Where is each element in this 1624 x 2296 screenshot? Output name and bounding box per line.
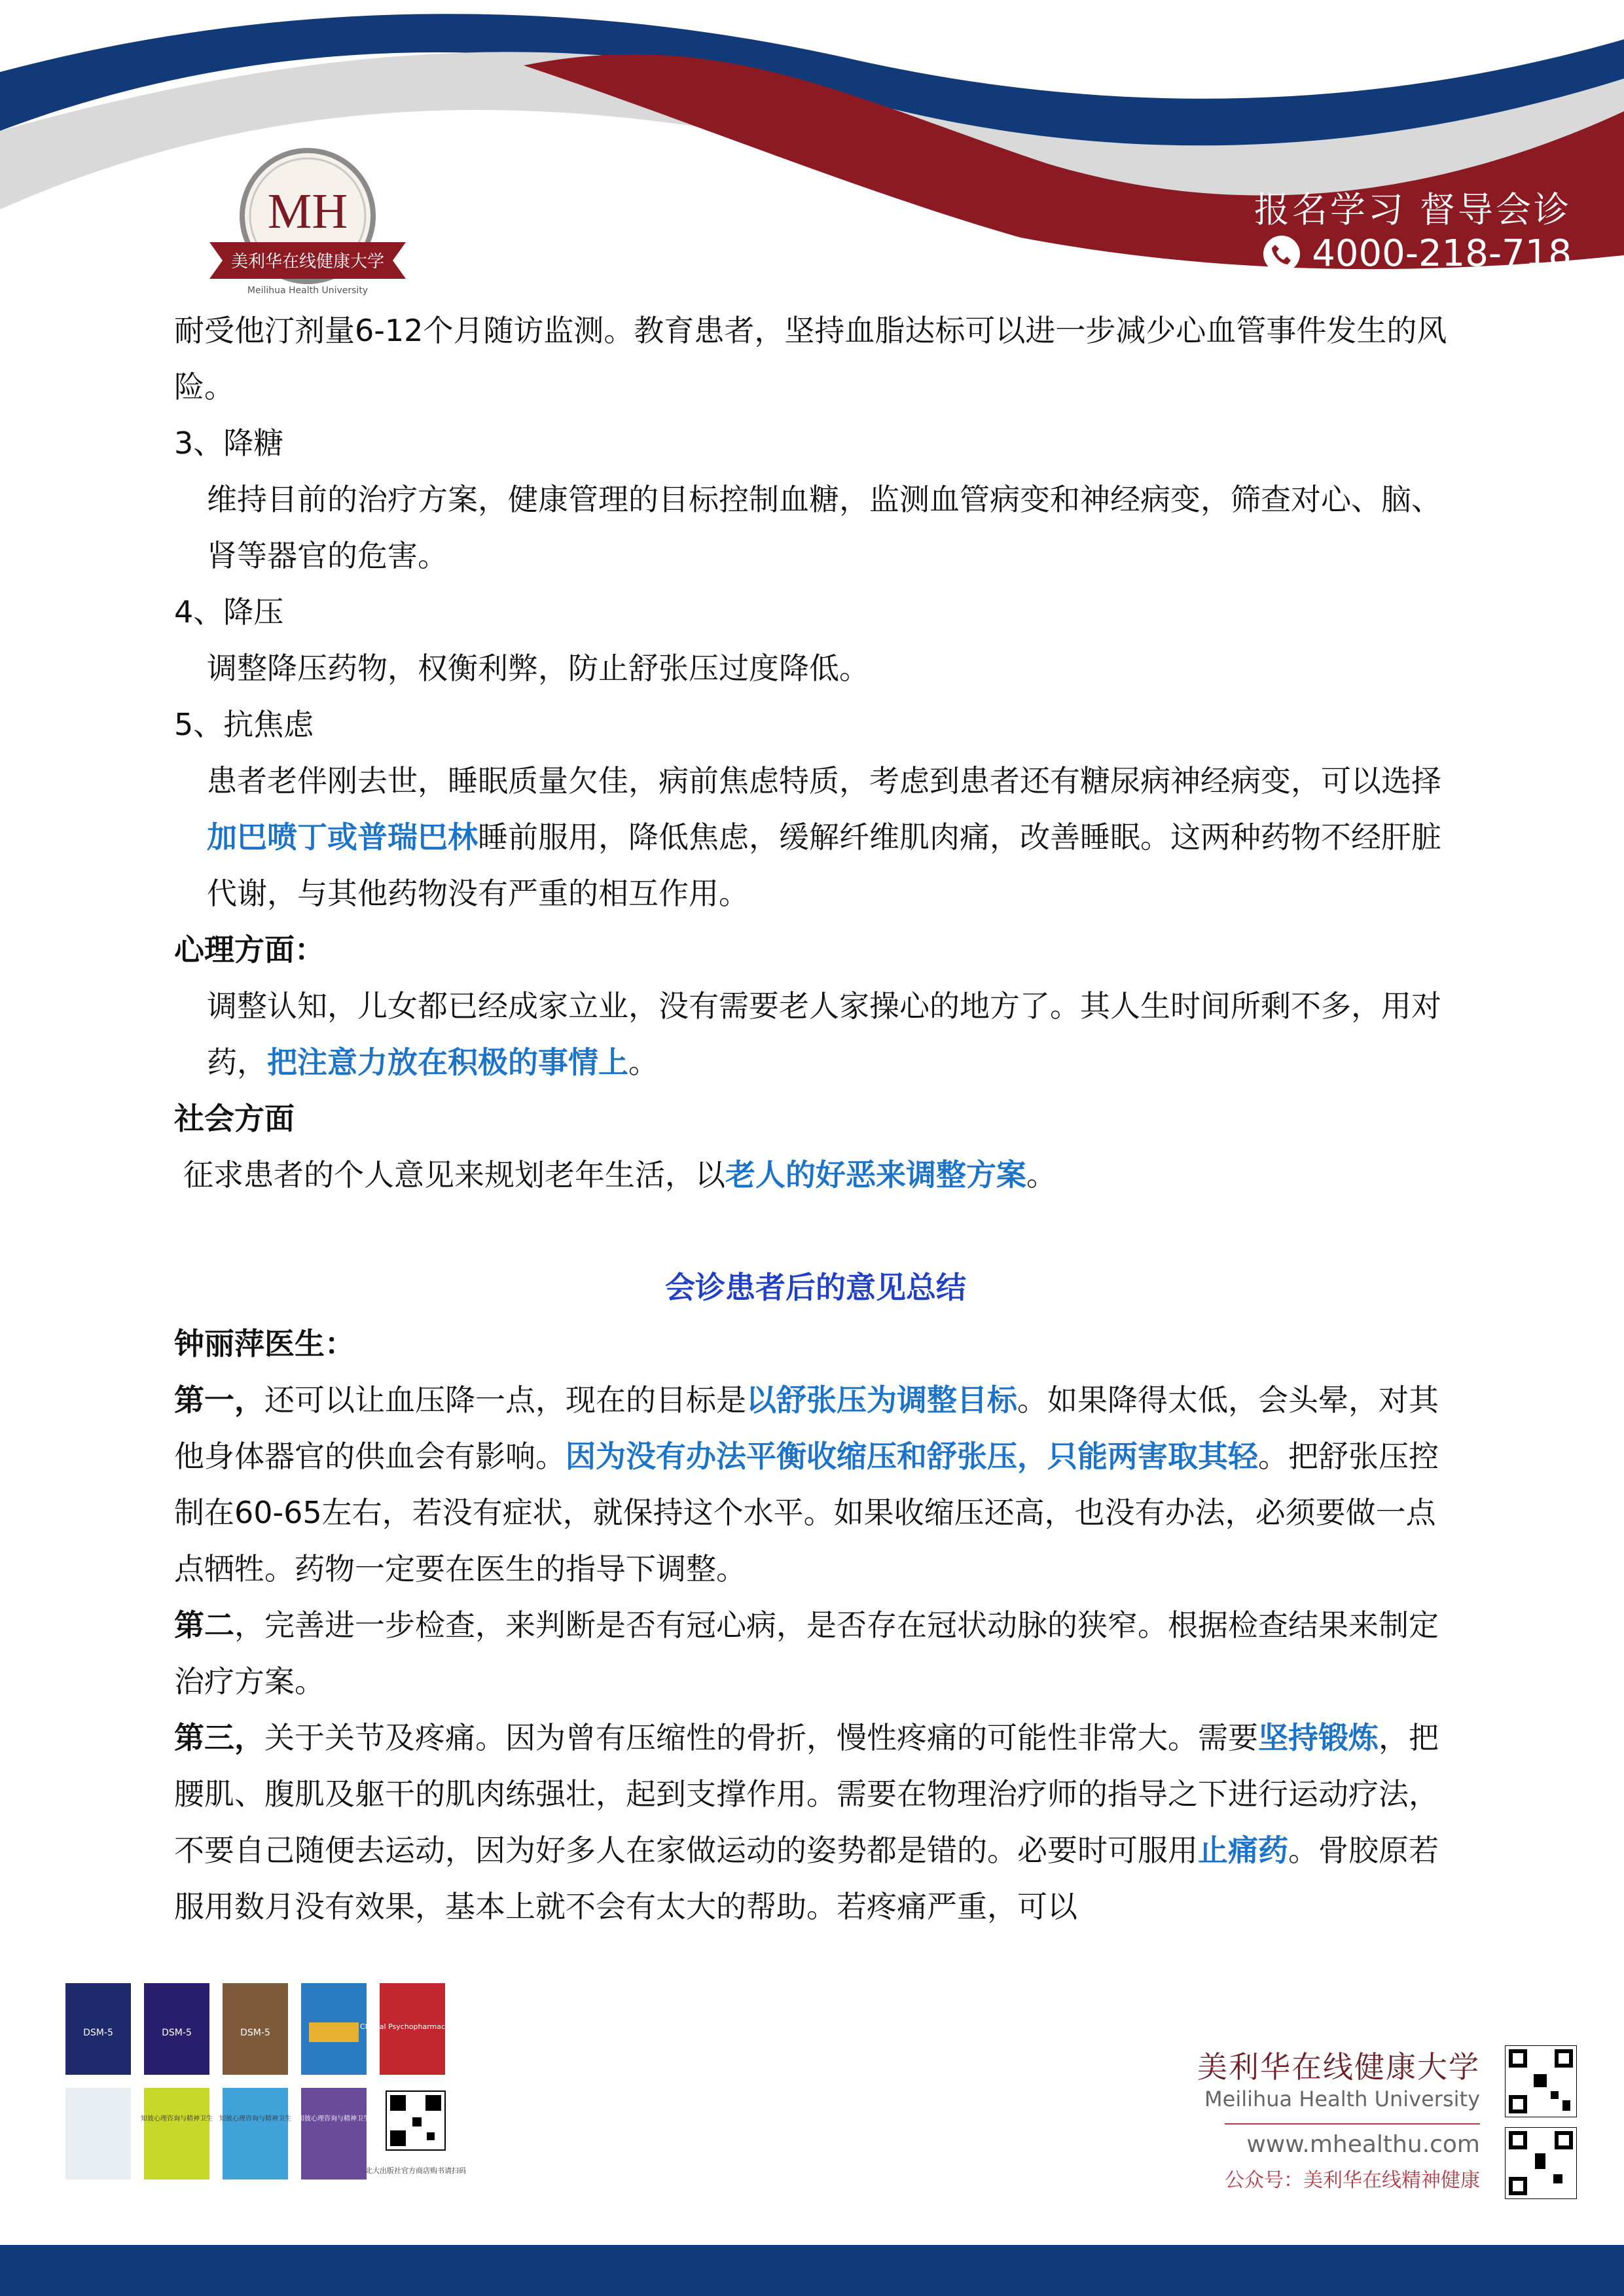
- paragraph-psychology: 调整认知，儿女都已经成家立业，没有需要老人家操心的地方了。其人生时间所剩不多，用对药，把注意力放在积极的事情上。: [207, 988, 1441, 1080]
- logo-name: 美利华在线健康大学: [230, 252, 385, 272]
- svg-text:Clinical Psychopharmacology: Clinical Psychopharmacology: [359, 2022, 465, 2031]
- summary-title: 会诊患者后的意见总结: [665, 1270, 966, 1305]
- footer-university-name: 美利华在线健康大学: [1197, 2049, 1480, 2085]
- paragraph-third: 第三，关于关节及疼痛。因为曾有压缩性的骨折，慢性疼痛的可能性非常大。需要坚持锻炼，把腰肌、腹肌及躯干的肌肉练强壮，起到支撑作用。需要在物理治疗师的指导之下进行运动疗法，不要自己随便去运动，因为好多人在家做运动的姿势都是错的。必要时可服用止痛药。骨胶原若服用数月没有效果，基本上就不会有太大的帮助。若疼痛严重，可以: [174, 1720, 1439, 1924]
- paragraph-statin: 耐受他汀剂量6-12个月随访监测。教育患者，坚持血脂达标可以进一步减少心血管事件发生的风险。: [174, 313, 1447, 404]
- svg-text:DSM-5: DSM-5: [83, 2028, 113, 2038]
- doctor-name: 钟丽萍医生：: [174, 1326, 355, 1361]
- logo-mark: MH: [267, 184, 348, 239]
- paragraph-blood-pressure: 调整降压药物，权衡利弊，防止舒张压过度降低。: [207, 651, 869, 686]
- book-cover: [301, 2088, 367, 2179]
- highlight-medication: 加巴喷丁或普瑞巴林: [207, 819, 478, 855]
- heading-psychology: 心理方面：: [174, 932, 325, 967]
- logo-sub: Meilihua Health University: [247, 285, 369, 296]
- header-slogan: 报名学习 督导会诊: [1254, 189, 1572, 230]
- book-cover: [65, 2088, 131, 2179]
- article-body: [174, 302, 1457, 1935]
- bookstore-qr-code: [386, 2091, 445, 2150]
- heading-anti-anxiety: 5、抗焦虑: [174, 707, 314, 742]
- bookstore-note: 北大出版社官方商店购书请扫码: [365, 2166, 466, 2175]
- university-logo: [196, 144, 419, 314]
- highlight-positive-focus: 把注意力放在积极的事情上: [267, 1045, 628, 1080]
- svg-text:知彼心理咨询与精神卫生: 知彼心理咨询与精神卫生: [298, 2115, 370, 2123]
- paragraph-first: 第一，还可以让血压降一点，现在的目标是以舒张压为调整目标。如果降得太低，会头晕，对其他身体器官的供血会有影响。因为没有办法平衡收缩压和舒张压，只能两害取其轻。把舒张压控制在60-65左右，若没有症状，就保持这个水平。如果收缩压还高，也没有办法，必须要做一点点牺牲。药物一定要在医生的指导下调整。: [174, 1382, 1439, 1587]
- svg-text:DSM-5: DSM-5: [240, 2028, 270, 2038]
- footer-wechat: 公众号：美利华在线精神健康: [1225, 2169, 1480, 2192]
- book-cover: [223, 2088, 288, 2179]
- header-phone: [1262, 232, 1572, 275]
- highlight-preferences: 老人的好恶来调整方案: [725, 1157, 1026, 1193]
- heading-glucose: 3、降糖: [174, 425, 284, 461]
- phone-number: 4000-218-718: [1312, 232, 1572, 275]
- paragraph-second: 第二，完善进一步检查，来判断是否有冠心病，是否存在冠状动脉的狭窄。根据检查结果来制定治疗方案。: [174, 1607, 1439, 1699]
- paragraph-social: 征求患者的个人意见来规划老年生活，以老人的好恶来调整方案。: [183, 1157, 1056, 1193]
- heading-social: 社会方面: [174, 1101, 295, 1136]
- highlight-painkiller: 止痛药: [1198, 1833, 1288, 1868]
- svg-text:DSM-5: DSM-5: [162, 2028, 192, 2038]
- svg-text:知彼心理咨询与精神卫生: 知彼心理咨询与精神卫生: [141, 2115, 213, 2123]
- heading-blood-pressure: 4、降压: [174, 594, 284, 630]
- highlight-diastolic-target: 以舒张压为调整目标: [746, 1382, 1017, 1418]
- highlight-lesser-evil: 因为没有办法平衡收缩压和舒张压，只能两害取其轻: [566, 1439, 1258, 1474]
- book-cover: [144, 2088, 209, 2179]
- wechat-qr-code: [1505, 2127, 1577, 2199]
- footer-divider: [1225, 2123, 1480, 2125]
- paragraph-glucose: 维持目前的治疗方案，健康管理的目标控制血糖，监测血管病变和神经病变，筛查对心、脑、肾等器官的危害。: [207, 482, 1441, 573]
- footer-bar: [0, 2245, 1624, 2296]
- website-qr-code: [1505, 2045, 1577, 2117]
- footer-university-en: Meilihua Health University: [1204, 2087, 1480, 2111]
- phone-icon: [1262, 234, 1301, 274]
- book-covers: [65, 1983, 471, 2199]
- footer-website[interactable]: www.mhealthu.com: [1246, 2131, 1480, 2158]
- paragraph-anti-anxiety: 患者老伴刚去世，睡眠质量欠佳，病前焦虑特质，考虑到患者还有糖尿病神经病变，可以选择加巴喷丁或普瑞巴林睡前服用，降低焦虑，缓解纤维肌肉痛，改善睡眠。这两种药物不经肝脏代谢，与其他药物没有严重的相互作用。: [207, 763, 1441, 911]
- svg-text:知彼心理咨询与精神卫生: 知彼心理咨询与精神卫生: [219, 2115, 291, 2123]
- highlight-exercise: 坚持锻炼: [1258, 1720, 1379, 1755]
